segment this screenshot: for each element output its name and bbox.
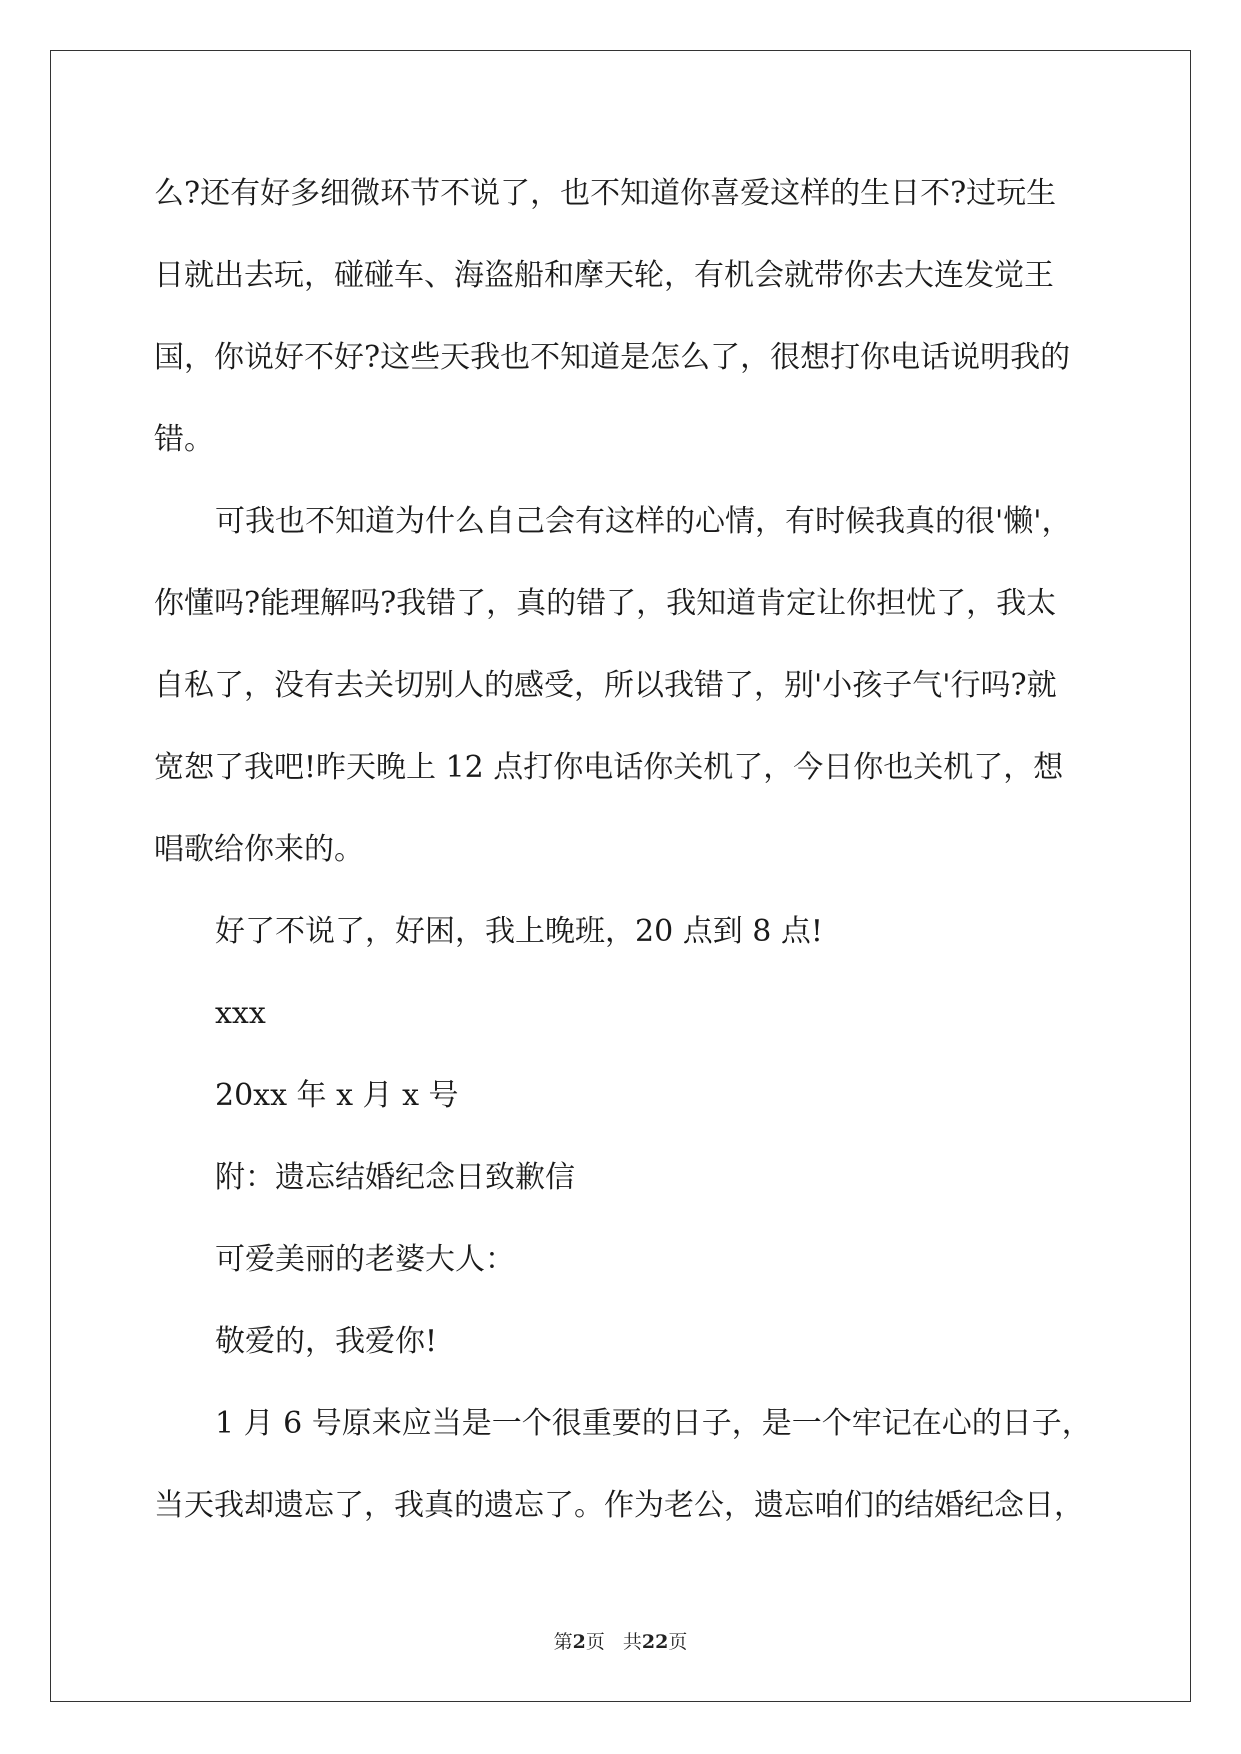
text-line: 可我也不知道为什么自己会有这样的心情，有时候我真的很'懒'， xyxy=(215,504,1072,539)
date-line: 20xx 年 x 月 x 号 xyxy=(215,1078,459,1113)
text-line: 错。 xyxy=(154,422,214,457)
document-body xyxy=(154,153,1094,1547)
current-page: 2 xyxy=(572,1631,586,1653)
text-line: 自私了，没有去关切别人的感受，所以我错了，别'小孩子气'行吗?就 xyxy=(154,668,1057,703)
text-line: 好了不说了，好困，我上晚班，20 点到 8 点! xyxy=(215,914,823,949)
page-number-footer xyxy=(0,1628,1241,1656)
total-prefix: 共 xyxy=(622,1631,642,1653)
appendix-title: 附：遗忘结婚纪念日致歉信 xyxy=(215,1160,575,1195)
page-unit: 页 xyxy=(585,1631,605,1653)
text-line: 日就出去玩，碰碰车、海盗船和摩天轮，有机会就带你去大连发觉王 xyxy=(154,258,1054,293)
greeting: 敬爱的，我爱你! xyxy=(215,1324,438,1359)
text-line: 宽恕了我吧!昨天晚上 12 点打你电话你关机了，今日你也关机了，想 xyxy=(154,750,1064,785)
total-pages: 22 xyxy=(641,1631,669,1653)
signature: xxx xyxy=(215,996,266,1031)
text-line: 当天我却遗忘了，我真的遗忘了。作为老公，遗忘咱们的结婚纪念日， xyxy=(154,1488,1084,1523)
text-line: 国，你说好不好?这些天我也不知道是怎么了，很想打你电话说明我的 xyxy=(154,340,1071,375)
text-line: 么?还有好多细微环节不说了，也不知道你喜爱这样的生日不?过玩生 xyxy=(154,176,1057,211)
total-unit: 页 xyxy=(668,1631,688,1653)
salutation: 可爱美丽的老婆大人： xyxy=(215,1242,515,1277)
page-prefix: 第 xyxy=(553,1631,573,1653)
text-line: 唱歌给你来的。 xyxy=(154,832,364,867)
text-line: 你懂吗?能理解吗?我错了，真的错了，我知道肯定让你担忧了，我太 xyxy=(154,586,1057,621)
text-line: 1 月 6 号原来应当是一个很重要的日子，是一个牢记在心的日子， xyxy=(215,1406,1092,1441)
